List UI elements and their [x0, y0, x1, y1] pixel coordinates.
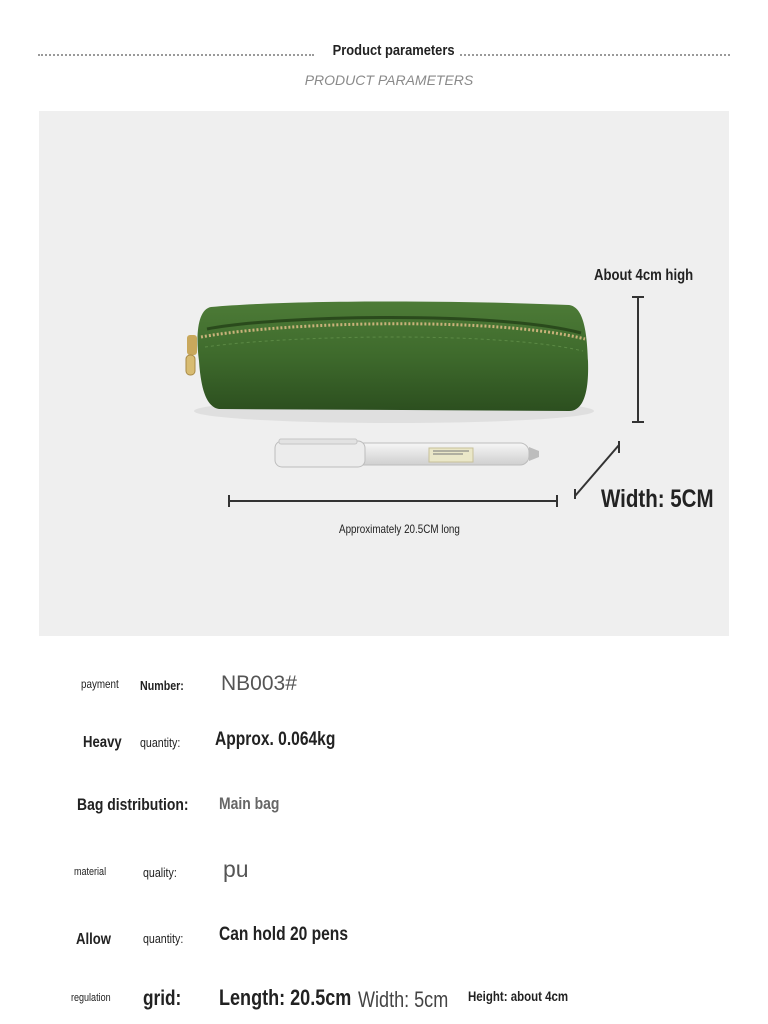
length-tick-right — [556, 495, 558, 507]
param-material-label-b: quality: — [143, 865, 177, 880]
param-weight-label-b: quantity: — [140, 735, 181, 750]
length-dimension-line — [228, 500, 558, 502]
param-capacity-label-b: quantity: — [143, 931, 184, 946]
height-tick-bottom — [632, 421, 644, 423]
param-size-label-a: regulation — [71, 992, 111, 1004]
length-annotation: Approximately 20.5CM long — [339, 522, 460, 536]
param-material-label-a: material — [74, 866, 107, 878]
height-tick-top — [632, 296, 644, 298]
param-number-value: NB003# — [221, 672, 297, 695]
param-size-label-b: grid: — [143, 987, 182, 1010]
param-capacity-label-a: Allow — [76, 931, 111, 948]
param-number-label-a: payment — [81, 677, 119, 691]
param-capacity-value: Can hold 20 pens — [219, 924, 348, 945]
section-header — [38, 42, 730, 64]
param-weight-label-a: Heavy — [83, 734, 122, 751]
param-size-height: Height: about 4cm — [468, 988, 569, 1004]
pencil-case-illustration — [39, 111, 729, 636]
height-annotation: About 4cm high — [594, 267, 694, 284]
param-size-length: Length: 20.5cm — [219, 985, 352, 1010]
dotted-divider-left — [38, 54, 314, 56]
param-material-value: pu — [223, 856, 249, 882]
param-bag-value: Main bag — [219, 794, 280, 813]
param-weight-value: Approx. 0.064kg — [215, 729, 336, 750]
section-title: Product parameters — [332, 42, 455, 59]
param-size-width: Width: 5cm — [358, 987, 449, 1012]
width-annotation: Width: 5CM — [601, 485, 714, 513]
product-photo — [39, 111, 729, 636]
length-tick-left — [228, 495, 230, 507]
param-number-label-b: Number: — [140, 678, 184, 693]
param-bag-label: Bag distribution: — [77, 795, 189, 814]
section-subtitle: PRODUCT PARAMETERS — [304, 72, 474, 88]
dotted-divider-right — [460, 54, 730, 56]
height-dimension-line — [637, 297, 639, 423]
